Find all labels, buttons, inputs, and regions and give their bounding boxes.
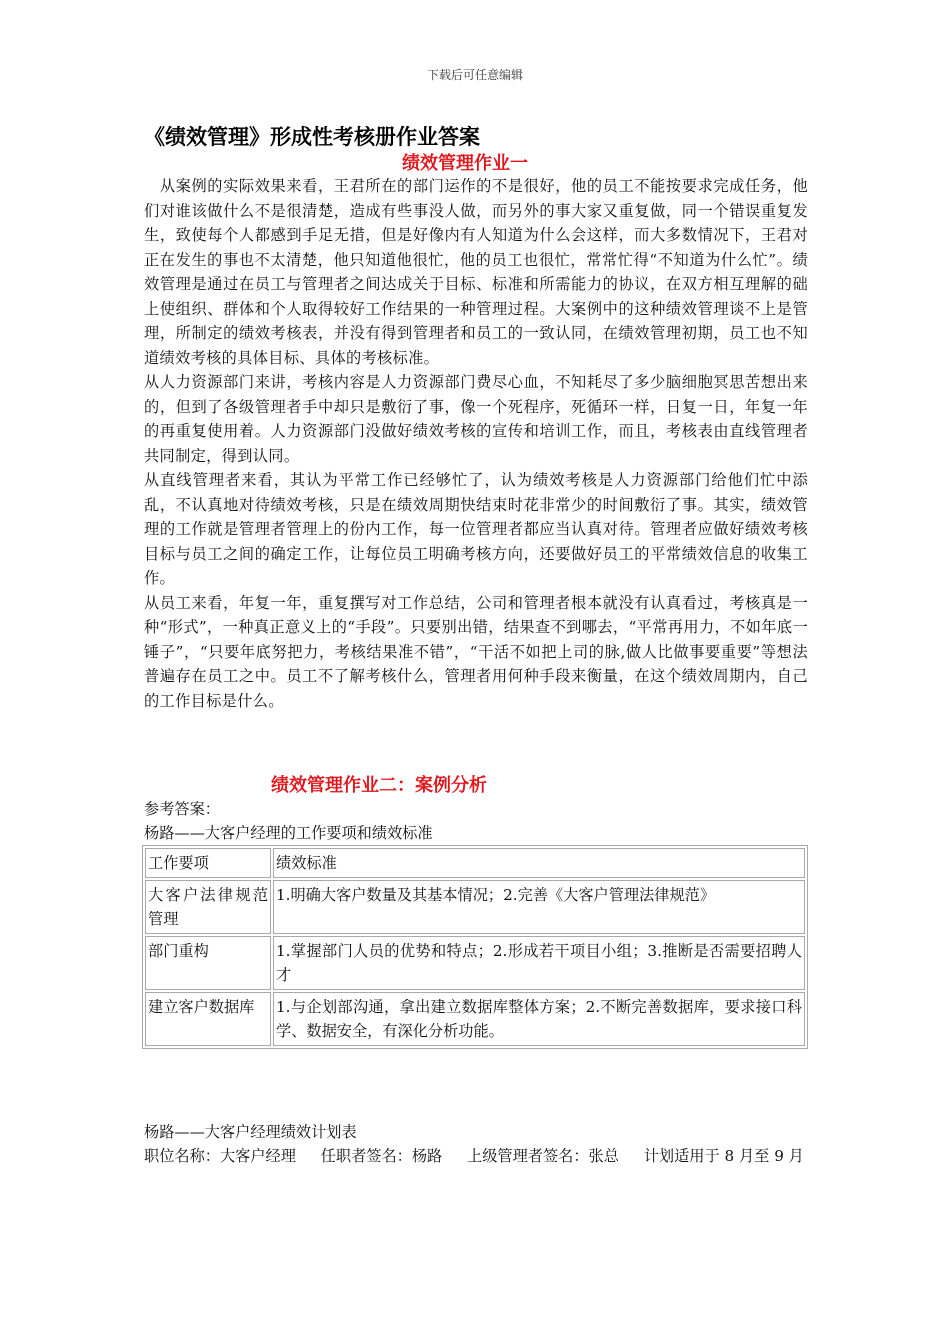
table-cell: 大客户法律规范管理 xyxy=(145,880,271,934)
superior-signature: 上级管理者签名：张总 xyxy=(467,1147,619,1165)
table-cell: 1.明确大客户数量及其基本情况；2.完善《大客户管理法律规范》 xyxy=(273,880,805,934)
paragraph: 从案例的实际效果来看，王君所在的部门运作的不是很好，他的员工不能按要求完成任务，他们对谁该做什么不是很清楚，造成有些事没人做，而另外的事大家又重复做，同一个错误重复发生，致使每个人都感到手足无措，但是好像内有人知道为什么会这样，而大多数情况下，王君对正在发生的事也不太清楚，他只知道他很忙，他的员工也很忙，常常忙得“不知道为什么忙”。绩效管理是通过在员工与管理者之间达成关于目标、标准和所需能力的协议，在双方相互理解的础上使组织、群体和个人取得较好工作结果的一种管理过程。大案例中的这种绩效管理谈不上是管理，所制定的绩效考核表，并没有得到管理者和员工的一致认同，在绩效管理初期，员工也不知道绩效考核的具体目标、具体的考核标准。 xyxy=(144,177,808,367)
table-caption: 杨路——大客户经理的工作要项和绩效标准 xyxy=(144,824,433,842)
paragraph: 从直线管理者来看，其认为平常工作已经够忙了，认为绩效考核是人力资源部门给他们忙中添乱，不认真地对待绩效考核，只是在绩效周期快结束时花非常少的时间敷衍了事。其实，绩效管理的工作就是管理者管理上的份内工作，每一位管理者都应当认真对待。管理者应做好绩效考核目标与员工之间的确定工作，让每位员工明确考核方向，还要做好员工的平常绩效信息的收集工作。 xyxy=(144,471,808,587)
reference-answer-label: 参考答案： xyxy=(144,800,220,818)
plan-period: 计划适用于 8 月至 9 月 xyxy=(643,1147,804,1165)
section-title-2: 绩效管理作业二：案例分析 xyxy=(271,775,487,796)
table-row xyxy=(145,936,805,990)
plan-caption: 杨路——大客户经理绩效计划表 xyxy=(144,1123,357,1141)
plan-info xyxy=(144,1144,808,1168)
table-row xyxy=(145,880,805,934)
table-header-cell: 绩效标准 xyxy=(273,848,805,878)
position-name: 职位名称：大客户经理 xyxy=(144,1147,296,1165)
table-row xyxy=(145,992,805,1046)
holder-signature: 任职者签名：杨路 xyxy=(320,1147,443,1165)
table-cell: 1.掌握部门人员的优势和特点；2.形成若干项目小组；3.推断是否需要招聘人才 xyxy=(273,936,805,990)
table-cell: 1.与企划部沟通，拿出建立数据库整体方案；2.不断完善数据库，要求接口科学、数据安全，有深化分析功能。 xyxy=(273,992,805,1046)
page-header: 下载后可任意编辑 xyxy=(426,68,523,82)
paragraph: 从员工来看，年复一年，重复撰写对工作总结，公司和管理者根本就没有认真看过，考核真是一种“形式”，一种真正意义上的“手段”。只要别出错，结果查不到哪去，“平常再用力，不如年底一锤子”，“只要年底努把力，考核结果准不错”，“干活不如把上司的脉,做人比做事要重要”等想法普遍存在员工之中。员工不了解考核什么，管理者用何种手段来衡量，在这个绩效周期内，自己的工作目标是什么。 xyxy=(144,593,808,710)
table-header-row xyxy=(145,848,805,878)
document-title: 《绩效管理》形成性考核册作业答案 xyxy=(144,124,480,149)
paragraph: 从人力资源部门来讲，考核内容是人力资源部门费尽心血，不知耗尽了多少脑细胞冥思苦想出来的，但到了各级管理者手中却只是敷衍了事，像一个死程序，死循环一样，日复一日，年复一年的再重复使用着。人力资源部门没做好绩效考核的宣传和培训工作，而且，考核表由直线管理者共同制定，得到认同。 xyxy=(144,373,808,465)
section-1-body xyxy=(144,174,808,713)
kpi-table xyxy=(142,845,808,1049)
table-header-cell: 工作要项 xyxy=(145,848,271,878)
table-cell: 部门重构 xyxy=(145,936,271,990)
table-cell: 建立客户数据库 xyxy=(145,992,271,1046)
section-title-1: 绩效管理作业一 xyxy=(402,153,528,174)
